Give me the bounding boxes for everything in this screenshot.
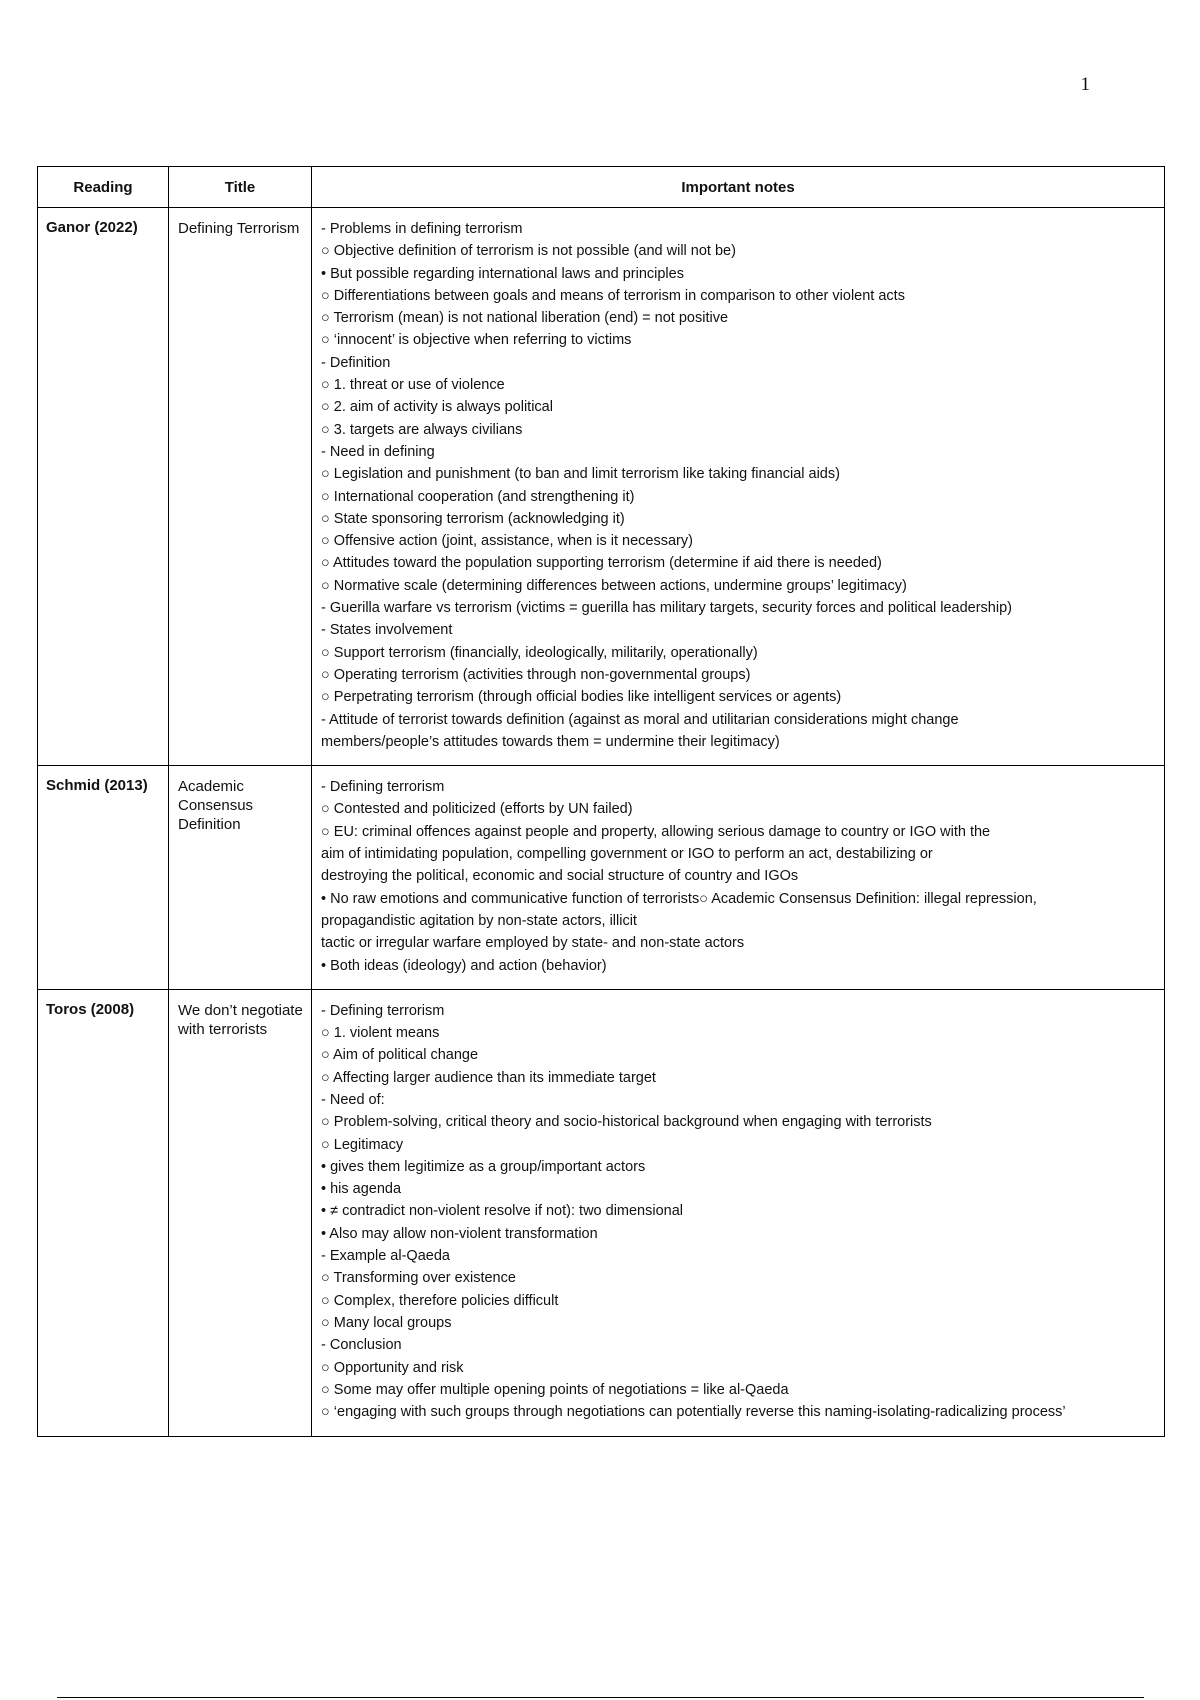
footer-rule bbox=[57, 1697, 1144, 1698]
title-cell: We don’t negotiate with terrorists bbox=[169, 989, 312, 1436]
note-line: ○ EU: criminal offences against people and property, allowing serious damage to country or IGO with the bbox=[321, 823, 991, 840]
note-line: ○ Contested and politicized (efforts by UN failed) bbox=[321, 801, 633, 818]
note-line: ○ State sponsoring terrorism (acknowledging it) bbox=[321, 510, 625, 527]
table-header-row bbox=[38, 167, 1165, 208]
note-line: ○ Legitimacy bbox=[321, 1136, 404, 1153]
note-line: ○ 1. violent means bbox=[321, 1025, 440, 1042]
title-cell: Defining Terrorism bbox=[169, 208, 312, 766]
note-line: - States involvement bbox=[321, 622, 453, 639]
note-line: ○ 1. threat or use of violence bbox=[321, 377, 505, 394]
reading-cell: Schmid (2013) bbox=[38, 766, 169, 990]
note-line: - Guerilla warfare vs terrorism (victims = guerilla has military targets, security forces and political leadership) bbox=[321, 600, 1012, 617]
table-row bbox=[38, 989, 1165, 1436]
note-line: - Definition bbox=[321, 354, 391, 371]
note-line: ○ Attitudes toward the population supporting terrorism (determine if aid there is needed) bbox=[321, 555, 882, 572]
note-line: ○ Terrorism (mean) is not national liberation (end) = not positive bbox=[321, 310, 729, 327]
note-line: ○ Operating terrorism (activities through non-governmental groups) bbox=[321, 666, 751, 683]
note-line: propagandistic agitation by non-state actors, illicit bbox=[321, 912, 637, 929]
title-cell: Academic Consensus Definition bbox=[169, 766, 312, 990]
note-line: - Example al-Qaeda bbox=[321, 1248, 450, 1265]
note-line: ○ Many local groups bbox=[321, 1314, 452, 1331]
note-line: • ≠ contradict non-violent resolve if not): two dimensional bbox=[321, 1203, 684, 1220]
note-line: members/people’s attitudes towards them = undermine their legitimacy) bbox=[321, 733, 780, 750]
table-row bbox=[38, 208, 1165, 766]
note-line: ○ Some may offer multiple opening points of negotiations = like al-Qaeda bbox=[321, 1381, 789, 1398]
note-line: ○ Differentiations between goals and means of terrorism in comparison to other violent acts bbox=[321, 287, 905, 304]
note-line: ○ Legislation and punishment (to ban and limit terrorism like taking financial aids) bbox=[321, 466, 840, 483]
note-line: ○ Aim of political change bbox=[321, 1047, 479, 1064]
page-number: 1 bbox=[1080, 74, 1090, 95]
note-line: destroying the political, economic and social structure of country and IGOs bbox=[321, 868, 799, 885]
notes-cell bbox=[312, 989, 1165, 1436]
header-title: Title bbox=[169, 167, 312, 208]
note-line: - Problems in defining terrorism bbox=[321, 221, 523, 237]
note-line: tactic or irregular warfare employed by state- and non-state actors bbox=[321, 935, 745, 952]
note-line: ○ ‘innocent’ is objective when referring to victims bbox=[321, 332, 632, 349]
note-line: ○ Support terrorism (financially, ideologically, militarily, operationally) bbox=[321, 644, 758, 661]
note-line: • No raw emotions and communicative function of terrorists○ Academic Consensus Definition: illegal repression, bbox=[321, 890, 1037, 907]
header-notes: Important notes bbox=[312, 167, 1165, 208]
note-line: ○ Objective definition of terrorism is not possible (and will not be) bbox=[321, 243, 736, 260]
note-line: ○ Offensive action (joint, assistance, when is it necessary) bbox=[321, 533, 693, 550]
table-body bbox=[38, 208, 1165, 1437]
note-line: - Defining terrorism bbox=[321, 779, 445, 796]
note-line: • But possible regarding international laws and principles bbox=[321, 265, 684, 282]
note-line: ○ Problem-solving, critical theory and socio-historical background when engaging with terrorists bbox=[321, 1114, 932, 1131]
note-line: • gives them legitimize as a group/important actors bbox=[321, 1158, 646, 1175]
reading-cell: Toros (2008) bbox=[38, 989, 169, 1436]
notes-cell bbox=[312, 208, 1165, 766]
note-line: ○ Normative scale (determining differences between actions, undermine groups’ legitimacy) bbox=[321, 577, 907, 594]
note-line: ○ 3. targets are always civilians bbox=[321, 421, 523, 438]
note-line: - Need of: bbox=[321, 1091, 385, 1108]
reading-cell: Ganor (2022) bbox=[38, 208, 169, 766]
note-line: ○ Complex, therefore policies difficult bbox=[321, 1292, 559, 1309]
note-line: - Conclusion bbox=[321, 1337, 402, 1354]
note-line: • Both ideas (ideology) and action (behavior) bbox=[321, 957, 607, 974]
note-line: ○ Affecting larger audience than its immediate target bbox=[321, 1069, 656, 1086]
table-row bbox=[38, 766, 1165, 990]
note-line: - Attitude of terrorist towards definition (against as moral and utilitarian considerations might change bbox=[321, 711, 959, 728]
note-line: ○ Opportunity and risk bbox=[321, 1359, 464, 1376]
notes-cell bbox=[312, 766, 1165, 990]
note-line: ○ ‘engaging with such groups through negotiations can potentially reverse this naming-isolating-radicalizing process’ bbox=[321, 1404, 1066, 1421]
note-line: aim of intimidating population, compelling government or IGO to perform an act, destabilizing or bbox=[321, 846, 933, 863]
notes-table bbox=[37, 166, 1165, 1437]
note-line: • his agenda bbox=[321, 1181, 402, 1198]
note-line: ○ Perpetrating terrorism (through official bodies like intelligent services or agents) bbox=[321, 689, 842, 706]
note-line: - Defining terrorism bbox=[321, 1002, 445, 1019]
header-reading: Reading bbox=[38, 167, 169, 208]
note-line: - Need in defining bbox=[321, 443, 435, 460]
note-line: ○ International cooperation (and strengthening it) bbox=[321, 488, 635, 505]
note-line: ○ 2. aim of activity is always political bbox=[321, 399, 553, 416]
note-line: • Also may allow non-violent transformation bbox=[321, 1225, 598, 1242]
note-line: ○ Transforming over existence bbox=[321, 1270, 516, 1287]
